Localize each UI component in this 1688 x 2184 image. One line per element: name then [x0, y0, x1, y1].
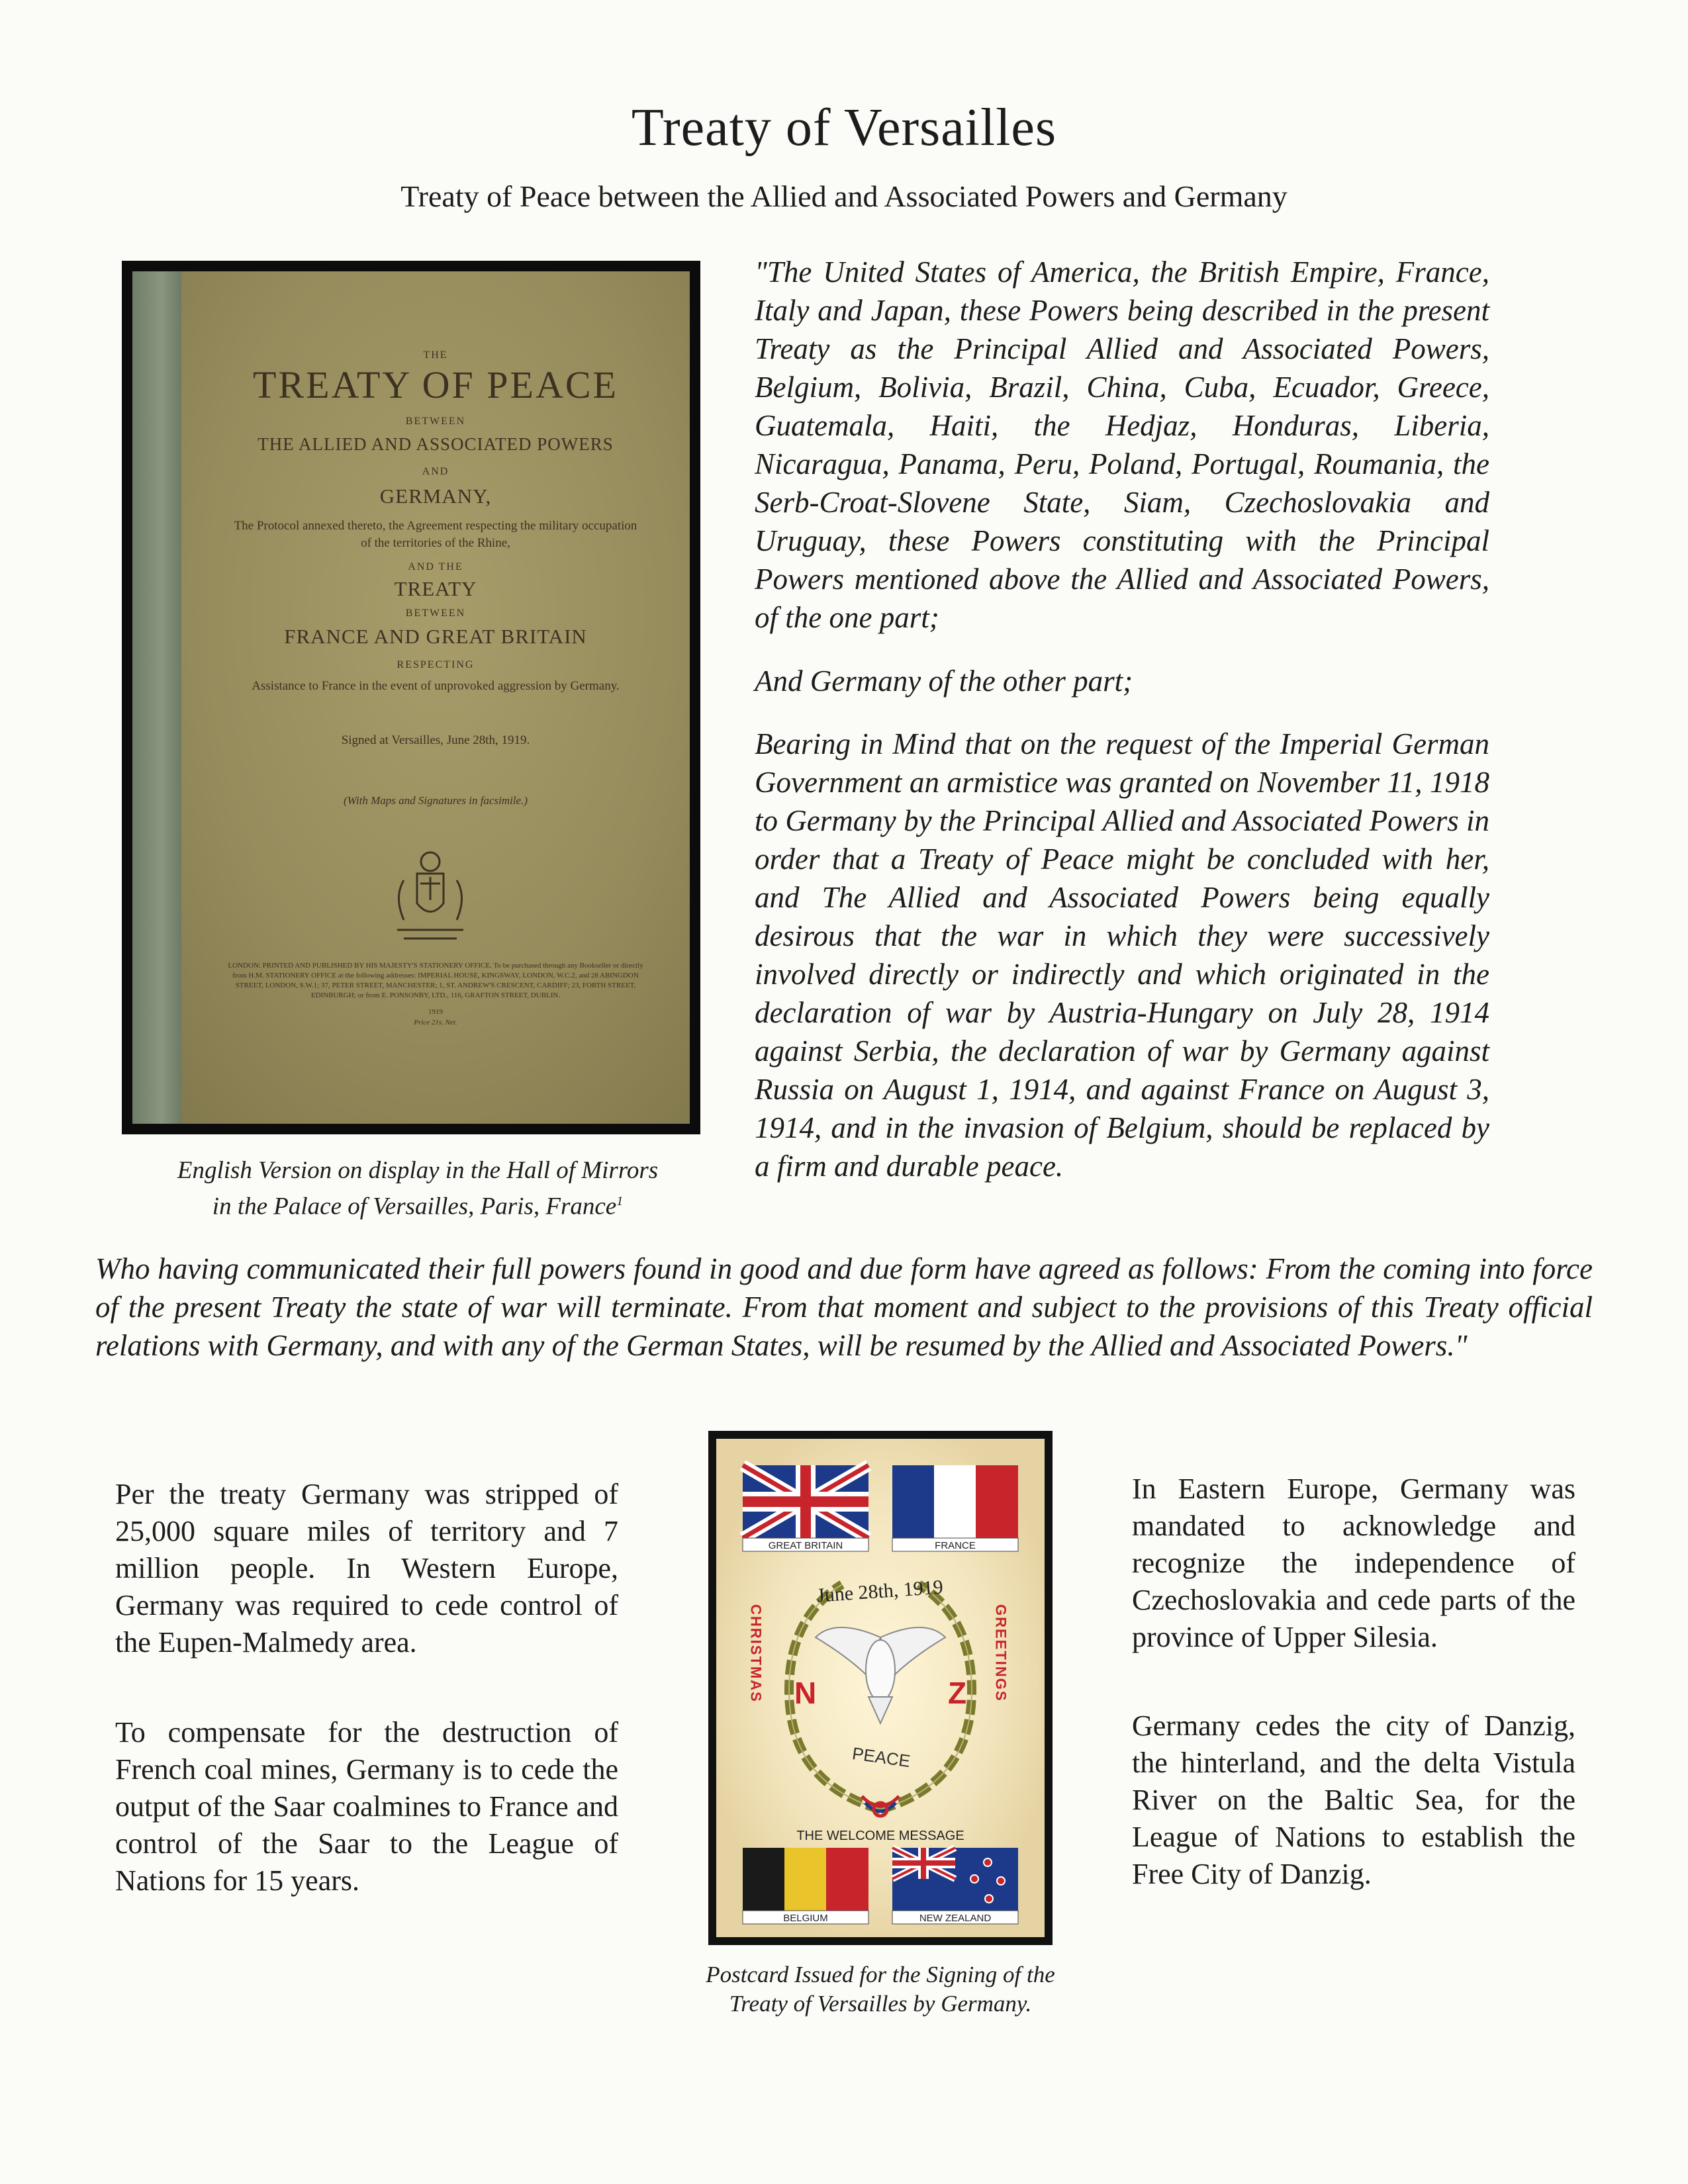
- cover-the: THE: [423, 349, 448, 361]
- flag-label-belgium: BELGIUM: [783, 1913, 828, 1924]
- quote-paragraph-1: "The United States of America, the British Empire, France, Italy and Japan, these Powers being described in the present Treaty as the Principal Allied and Associated Powers, Belgium, Bolivia, Brazil, China, Cuba, Ecuador, Greece, Guatemala, Haiti, the Hedjaz, Honduras, Liberia, Nicaragua, Panama, Peru, Poland, Portugal, Roumania, the Serb-Croat-Slovene State, Siam, Czechoslovakia and Uruguay, these Powers constituting with the Principal Powers mentioned above the Allied and Associated Powers, of the one part;: [755, 255, 1489, 634]
- right-paragraph-1: In Eastern Europe, Germany was mandated to acknowledge and recognize the independence of Czechoslovakia and cede parts of the province of Upper Silesia.: [1132, 1473, 1575, 1653]
- cover-between-1: BETWEEN: [405, 416, 466, 427]
- cover-germany: GERMANY,: [379, 484, 492, 508]
- postcard-image: [708, 1431, 1053, 1945]
- cover-respecting: RESPECTING: [397, 659, 475, 670]
- page-subtitle: Treaty of Peace between the Allied and Associated Powers and Germany: [400, 179, 1288, 213]
- flag-label-new-zealand: NEW ZEALAND: [919, 1913, 992, 1924]
- postcard-letter-z: Z: [948, 1676, 967, 1710]
- quote-paragraph-3: Bearing in Mind that on the request of the Imperial German Government an armistice was granted on November 11, 1918 to Germany by the Principal Allied and Associated Powers in order that a Treaty of Peace might be concluded with her, and The Allied and Associated Powers being equally desirous that the war in which they were successively involved directly or indirectly and which originated in the declaration of war by Austria-Hungary on July 28, 1914 against Serbia, the declaration of war by Germany against Russia on August 1, 1914, and against France on August 3, 1914, and in the invasion of Belgium, should be replaced by a firm and durable peace.: [755, 727, 1489, 1183]
- postcard-caption: [655, 1960, 1105, 2019]
- cover-assistance: Assistance to France in the event of unprovoked aggression by Germany.: [252, 679, 620, 693]
- cover-maps-note: (With Maps and Signatures in facsimile.): [344, 794, 528, 807]
- postcard: [716, 1439, 1045, 1937]
- postcard-date: June 28th, 1919: [816, 1576, 944, 1607]
- cover-between-2: BETWEEN: [405, 608, 466, 619]
- cover-and: AND: [422, 466, 449, 477]
- postcard-caption-line-2: Treaty of Versailles by Germany.: [729, 1991, 1032, 2017]
- cover-price: Price 21s. Net.: [414, 1019, 457, 1026]
- cover-treaty: TREATY: [394, 577, 477, 600]
- postcard-greetings: GREETINGS: [992, 1604, 1009, 1702]
- book-caption-line-2: in the Palace of Versailles, Paris, France: [212, 1193, 617, 1220]
- quote-paragraph-2: And Germany of the other part;: [755, 664, 1133, 698]
- book-caption: [130, 1156, 706, 1222]
- france-flag-icon: [892, 1465, 1018, 1551]
- cover-protocol: The Protocol annexed thereto, the Agreement respecting the military occupation of the territories of the Rhine,: [234, 519, 637, 550]
- postcard-message: THE WELCOME MESSAGE: [796, 1829, 964, 1843]
- cover-parties: THE ALLIED AND ASSOCIATED POWERS: [258, 434, 614, 454]
- book-caption-line-1: English Version on display in the Hall of Mirrors: [177, 1157, 659, 1184]
- right-paragraph-2: Germany cedes the city of Danzig, the hinterland, and the delta Vistula River on the Baltic Sea, for the League of Nations to establish the Free City of Danzig.: [1132, 1709, 1575, 1890]
- flag-label-gb: GREAT BRITAIN: [768, 1540, 843, 1551]
- book-cover-image: [122, 261, 700, 1134]
- cover-france-britain: FRANCE AND GREAT BRITAIN: [284, 625, 587, 648]
- great-britain-flag-icon: [743, 1465, 868, 1551]
- postcard-peace: PEACE: [851, 1743, 912, 1772]
- cover-and-the: AND THE: [408, 561, 463, 572]
- quote-paragraph-4: Who having communicated their full powers found in good and due form have agreed as follows: From the coming into force of the present Treaty the state of war will terminate. From that moment and subject to the provisions of this Treaty official relations with Germany, and with any of the German States, will be resumed by the Allied and Associated Powers.": [95, 1252, 1593, 1362]
- cover-signed: Signed at Versailles, June 28th, 1919.: [341, 733, 530, 747]
- cover-year: 1919: [428, 1008, 443, 1016]
- royal-crest-icon: [384, 847, 477, 946]
- postcard-caption-line-1: Postcard Issued for the Signing of the: [706, 1962, 1055, 1987]
- book-cover: [132, 271, 690, 1124]
- cover-imprint: LONDON: PRINTED AND PUBLISHED BY HIS MAJESTY'S STATIONERY OFFICE. To be purchased through any Bookseller or directly from H.M. STATIONERY OFFICE at the following addresses: IMPERIAL HOUSE, KINGSWAY, LONDON, W.C.2, and 28 ABINGDON STREET, LONDON, S.W.1; 37, PETER STREET, MANCHESTER; 1, ST. ANDREW'S CRESCENT, CARDIFF; 23, FORTH STREET, EDINBURGH; or from E. PONSONBY, LTD., 116, GRAFTON STREET, DUBLIN.: [228, 962, 643, 999]
- flag-label-france: FRANCE: [935, 1540, 976, 1551]
- book-spine: [132, 271, 181, 1124]
- cover-heading: TREATY OF PEACE: [253, 363, 618, 406]
- left-paragraph-1: Per the treaty Germany was stripped of 25,000 square miles of territory and 7 million people. In Western Europe, Germany was required to cede control of the Eupen-Malmedy area.: [115, 1478, 618, 1659]
- postcard-christmas: CHRISTMAS: [747, 1604, 765, 1703]
- postcard-letter-n: N: [794, 1676, 817, 1710]
- page-title: Treaty of Versailles: [631, 99, 1057, 157]
- footnote-marker: 1: [616, 1194, 624, 1208]
- left-paragraph-2: To compensate for the destruction of French coal mines, Germany is to cede the output of the Saar coalmines to France and control of the Saar to the League of Nations for 15 years.: [115, 1716, 618, 1897]
